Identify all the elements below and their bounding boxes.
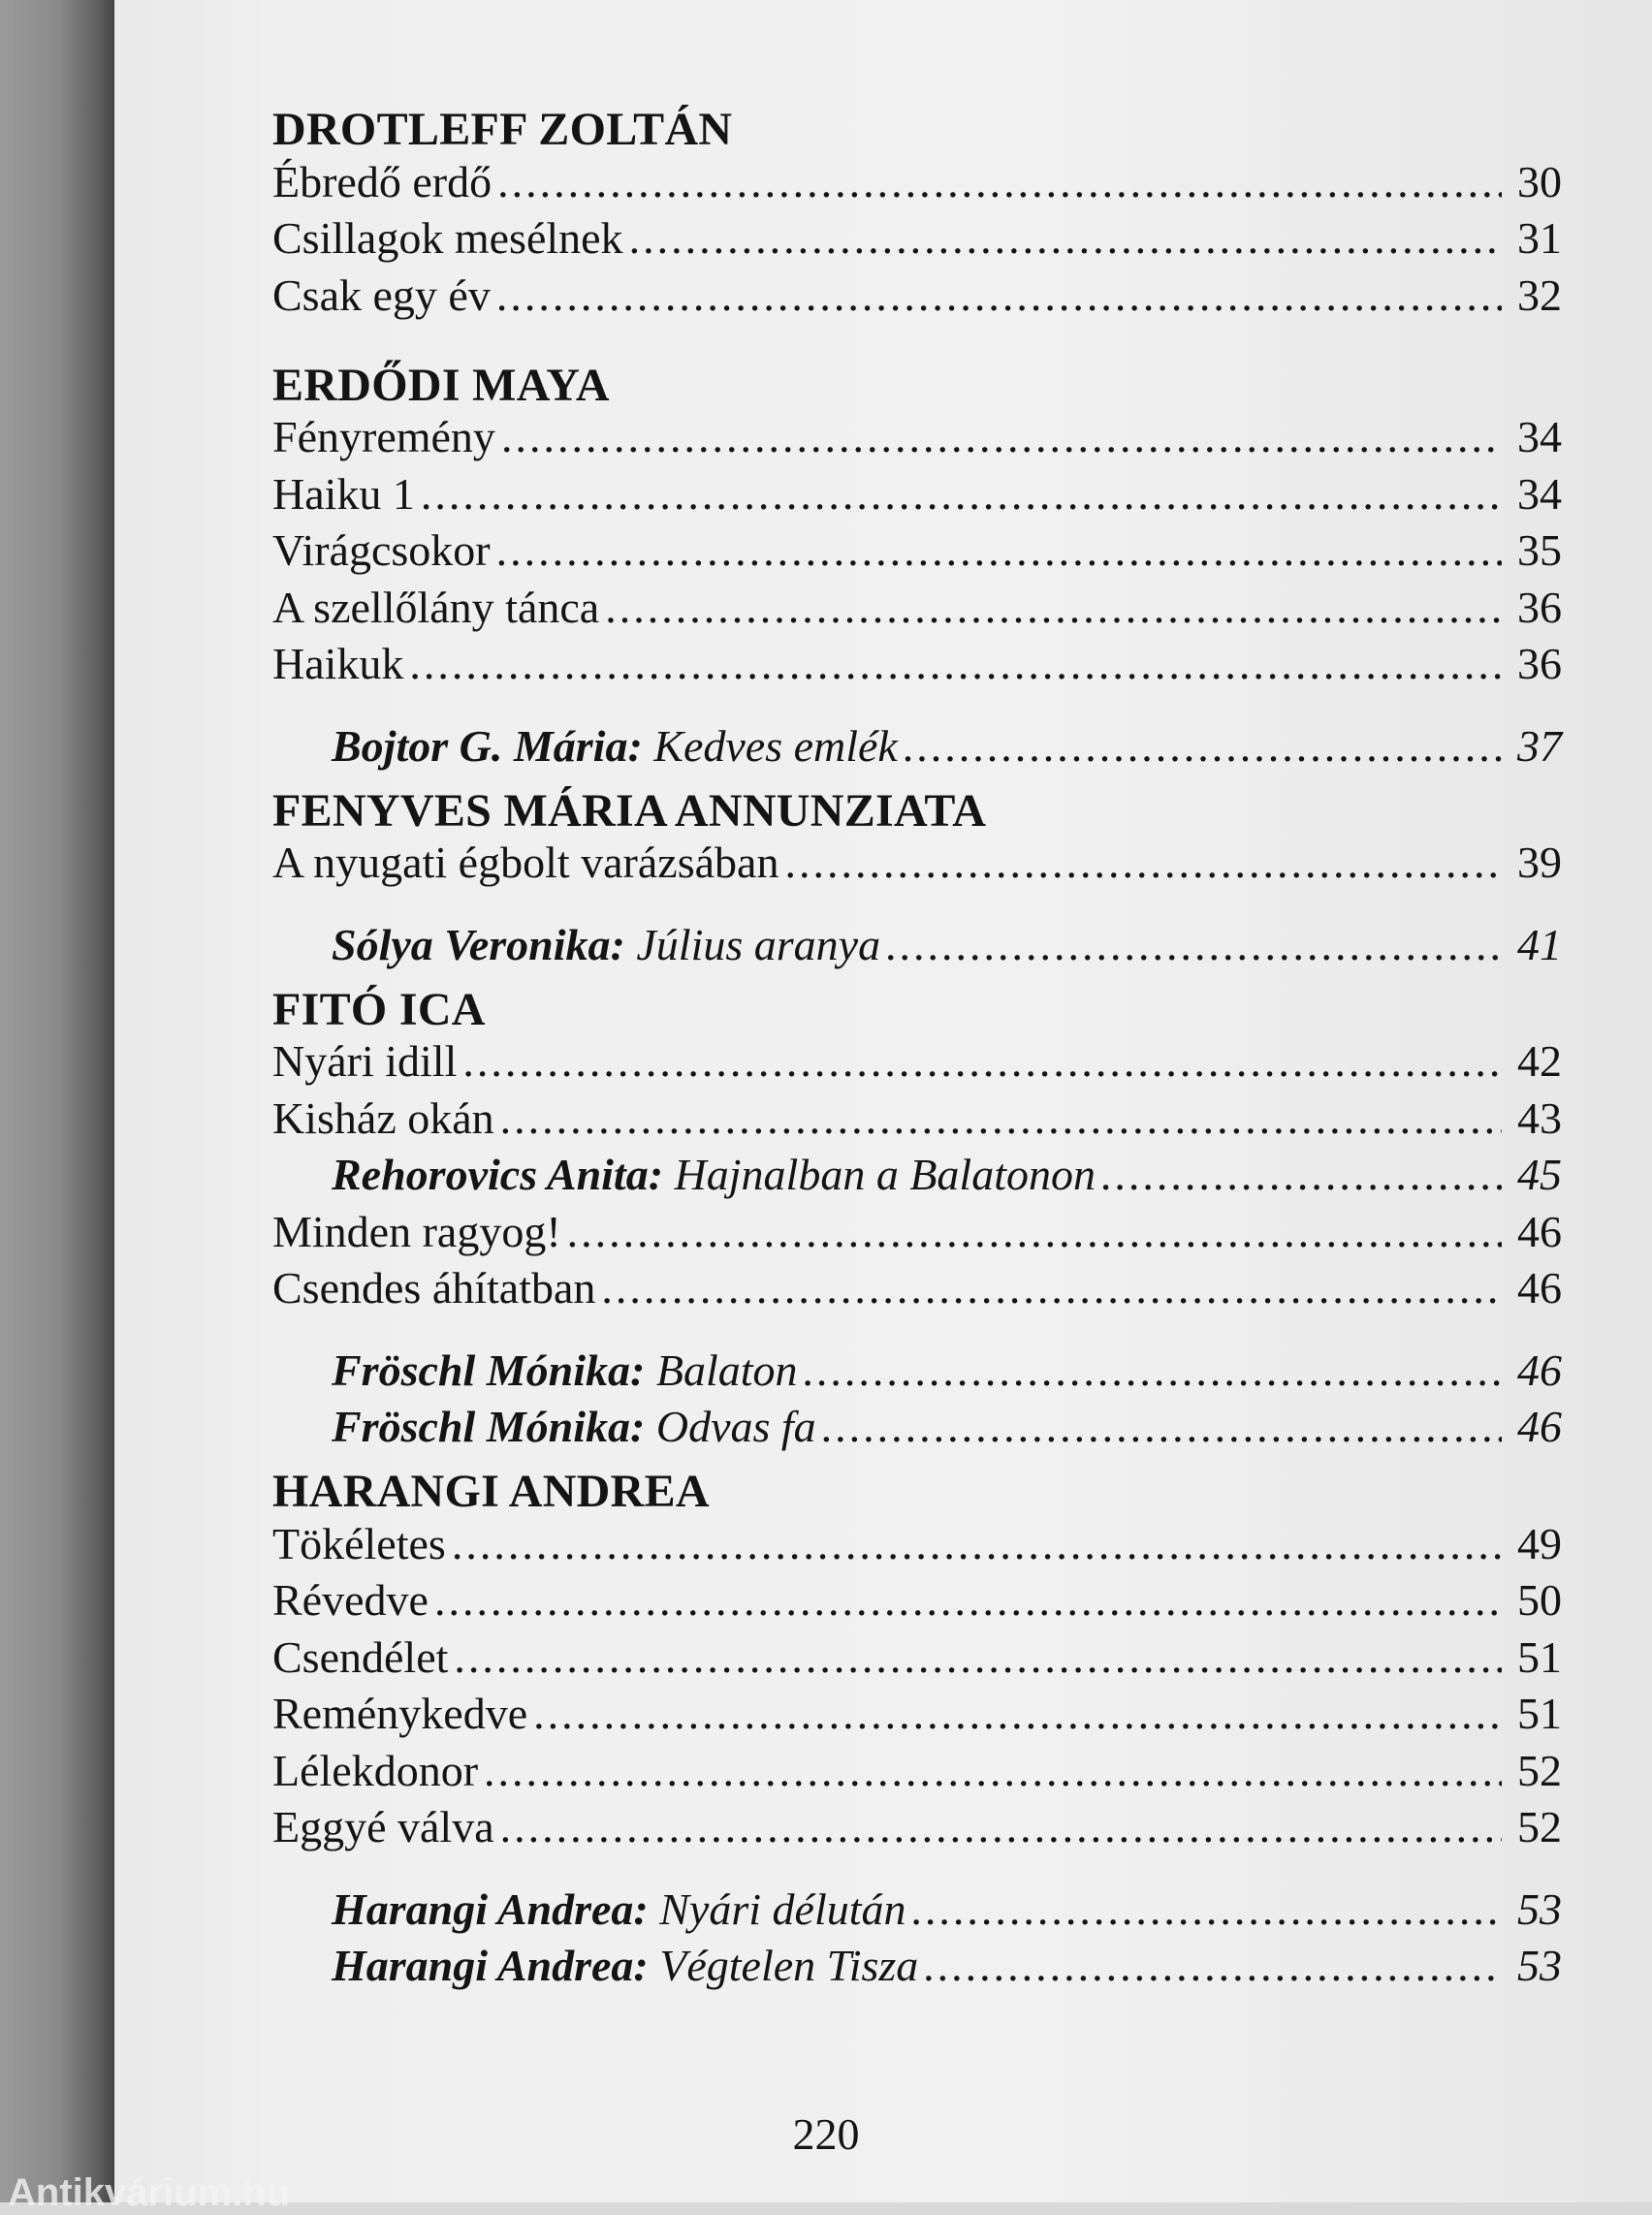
toc-entry <box>272 468 1562 522</box>
illustration-entry <box>272 1345 1562 1399</box>
poem-title: A nyugati égbolt varázsában <box>272 838 779 887</box>
illustration-entry <box>272 919 1562 973</box>
page-number: 220 <box>792 2109 860 2159</box>
page-ref: 35 <box>1517 525 1562 575</box>
poem-title: Haiku 1 <box>272 468 415 519</box>
leader-dots <box>904 724 1502 769</box>
artwork-title: Július aranya <box>636 919 881 969</box>
leader-dots <box>804 1348 1502 1393</box>
poem-title: Tökéletes <box>272 1518 446 1568</box>
page-ref: 43 <box>1517 1092 1562 1143</box>
toc-entry <box>272 840 1562 891</box>
page-ref: 36 <box>1517 639 1562 688</box>
leader-dots <box>496 528 1502 573</box>
page-ref: 34 <box>1517 412 1562 461</box>
page-ref: 34 <box>1517 468 1562 519</box>
artist-name: Harangi Andrea: <box>332 1941 649 1990</box>
toc-entry <box>272 269 1562 324</box>
leader-dots <box>629 216 1502 261</box>
page-ref: 45 <box>1517 1150 1562 1199</box>
leader-dots <box>462 1039 1502 1084</box>
page-ref: 46 <box>1517 1206 1562 1256</box>
page-ref: 41 <box>1517 919 1562 969</box>
leader-dots <box>912 1887 1502 1932</box>
toc-entry <box>272 156 1562 210</box>
toc-entry <box>272 1206 1562 1260</box>
leader-dots <box>484 1749 1502 1793</box>
page-ref: 51 <box>1517 1689 1562 1738</box>
page-ref: 49 <box>1517 1518 1562 1568</box>
page-ref: 51 <box>1517 1631 1562 1682</box>
toc-entry <box>272 582 1562 636</box>
toc-entry <box>272 1631 1562 1686</box>
leader-dots <box>1101 1153 1502 1197</box>
poem-title: Eggyé válva <box>272 1802 494 1851</box>
illustration-entry <box>272 720 1562 775</box>
poem-title: Ébredő erdő <box>272 156 492 206</box>
leader-dots <box>784 840 1502 885</box>
illustration-entry <box>272 1883 1562 1938</box>
toc-entry <box>272 525 1562 579</box>
watermark: Antikvárium.hu <box>8 2171 291 2214</box>
artwork-title: Odvas fa <box>655 1402 816 1451</box>
toc-entry <box>272 1092 1562 1147</box>
author-heading: DROTLEFF ZOLTÁN <box>272 104 733 155</box>
page-ref: 46 <box>1517 1402 1562 1451</box>
page-ref: 30 <box>1517 156 1562 206</box>
toc-entry <box>272 213 1562 267</box>
artwork-title: Nyári délután <box>659 1883 906 1934</box>
poem-title: Reménykedve <box>272 1689 528 1738</box>
poem-title: Nyári idill <box>272 1036 458 1086</box>
page-ref: 52 <box>1517 1802 1562 1851</box>
illustration-entry <box>272 1941 1562 1994</box>
author-heading: FITÓ ICA <box>272 983 486 1035</box>
poem-title: Csak egy év <box>272 269 491 320</box>
toc-entry <box>272 1689 1562 1742</box>
author-heading: ERDŐDI MAYA <box>272 359 610 411</box>
artwork-title: Balaton <box>655 1345 798 1395</box>
poem-title: Fényremény <box>272 412 495 461</box>
poem-title: Révedve <box>272 1575 429 1625</box>
page-ref: 32 <box>1517 269 1562 320</box>
leader-dots <box>924 1944 1502 1988</box>
artwork-title: Végtelen Tisza <box>659 1941 919 1990</box>
leader-dots <box>601 1266 1502 1311</box>
page-ref: 50 <box>1517 1575 1562 1625</box>
toc-entry <box>272 1036 1562 1090</box>
leader-dots <box>409 642 1502 686</box>
page-ref: 31 <box>1517 213 1562 263</box>
page-ref: 52 <box>1517 1745 1562 1795</box>
artist-name: Fröschl Mónika: <box>332 1345 646 1395</box>
leader-dots <box>567 1210 1502 1254</box>
page-ref: 36 <box>1517 582 1562 632</box>
page-ref: 46 <box>1517 1345 1562 1395</box>
leader-dots <box>605 585 1502 630</box>
poem-title: Lélekdonor <box>272 1745 479 1795</box>
poem-title: Csendes áhítatban <box>272 1263 596 1313</box>
toc-entry <box>272 412 1562 465</box>
toc-entry <box>272 1518 1562 1572</box>
page-ref: 39 <box>1517 838 1562 887</box>
poem-title: Csendélet <box>272 1631 449 1682</box>
poem-title: A szellőlány tánca <box>272 582 600 632</box>
page-ref: 46 <box>1517 1263 1562 1313</box>
poem-title: Haikuk <box>272 639 404 688</box>
author-heading: HARANGI ANDREA <box>272 1466 710 1517</box>
poem-title: Kisház okán <box>272 1092 494 1143</box>
artist-name: Rehorovics Anita: <box>332 1150 664 1199</box>
leader-dots <box>454 1635 1502 1680</box>
leader-dots <box>822 1405 1502 1449</box>
toc-entry <box>272 1263 1562 1316</box>
toc-entry <box>272 1745 1562 1799</box>
leader-dots <box>497 160 1502 205</box>
book-spine <box>0 0 116 2202</box>
page-ref: 37 <box>1517 720 1562 771</box>
illustration-entry <box>272 1150 1562 1203</box>
artwork-title: Kedves emlék <box>653 720 898 771</box>
page-ref: 53 <box>1517 1883 1562 1934</box>
table-of-contents <box>272 93 1562 1994</box>
leader-dots <box>500 1096 1502 1141</box>
leader-dots <box>886 923 1502 967</box>
toc-entry <box>272 1802 1562 1855</box>
page-ref: 42 <box>1517 1036 1562 1086</box>
leader-dots <box>496 273 1502 318</box>
toc-entry <box>272 1575 1562 1629</box>
author-heading: FENYVES MÁRIA ANNUNZIATA <box>272 784 987 837</box>
illustration-entry <box>272 1402 1562 1455</box>
toc-entry <box>272 639 1562 692</box>
artist-name: Fröschl Mónika: <box>332 1402 646 1451</box>
page-ref: 53 <box>1517 1941 1562 1990</box>
artist-name: Sólya Veronika: <box>332 919 625 969</box>
poem-title: Csillagok mesélnek <box>272 213 623 263</box>
poem-title: Minden ragyog! <box>272 1206 561 1256</box>
leader-dots <box>434 1578 1502 1623</box>
leader-dots <box>500 1805 1502 1850</box>
leader-dots <box>452 1522 1502 1566</box>
artist-name: Bojtor G. Mária: <box>332 720 643 771</box>
leader-dots <box>421 472 1502 517</box>
artist-name: Harangi Andrea: <box>332 1883 649 1934</box>
leader-dots <box>533 1692 1502 1736</box>
artwork-title: Hajnalban a Balatonon <box>674 1150 1096 1199</box>
poem-title: Virágcsokor <box>272 525 491 575</box>
leader-dots <box>501 415 1502 459</box>
